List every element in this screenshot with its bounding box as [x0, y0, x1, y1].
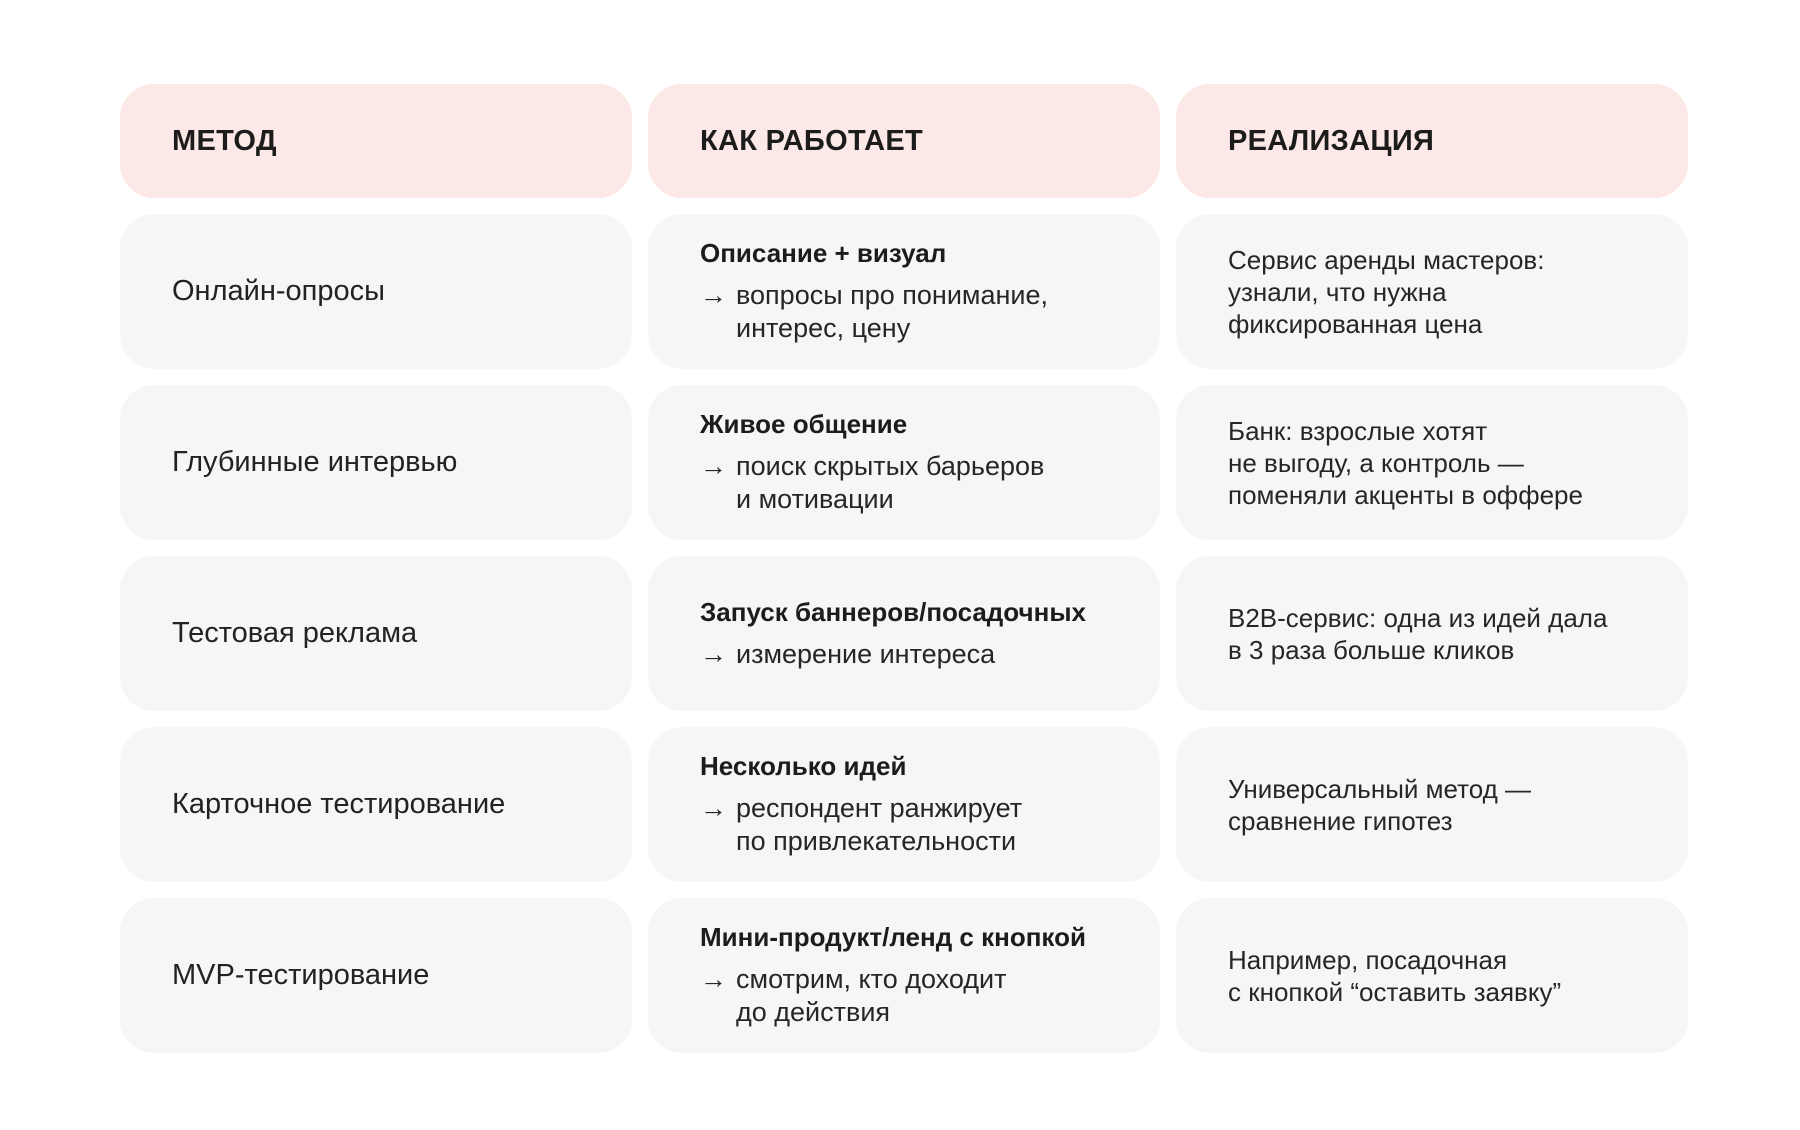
row-gap	[120, 882, 1688, 898]
how-line: интерес, цену	[736, 313, 911, 343]
how-body	[700, 792, 1130, 858]
how-title: Запуск баннеров/посадочных	[700, 596, 1087, 627]
impl-line: Банк: взрослые хотят	[1228, 415, 1488, 446]
impl-description	[1228, 415, 1658, 511]
how-line: поиск скрытых барьеров	[736, 451, 1045, 481]
how-description	[736, 963, 1007, 1029]
impl-cell	[1176, 898, 1688, 1053]
method-cell	[120, 385, 632, 540]
header-method-label: МЕТОД	[172, 124, 277, 157]
method-cell	[120, 898, 632, 1053]
how-line: измерение интереса	[736, 638, 996, 669]
how-description	[736, 450, 1044, 516]
impl-cell	[1176, 385, 1688, 540]
impl-cell	[1176, 556, 1688, 711]
how-cell	[648, 898, 1160, 1053]
impl-description	[1228, 602, 1658, 666]
how-cell	[648, 214, 1160, 369]
impl-description	[1228, 773, 1658, 837]
how-body	[700, 638, 1130, 671]
how-title: Мини-продукт/ленд с кнопкой	[700, 922, 1086, 952]
how-description	[736, 638, 995, 671]
method-name: Онлайн-опросы	[172, 275, 385, 307]
how-body	[700, 279, 1130, 345]
impl-line: Сервис аренды мастеров:	[1228, 244, 1545, 275]
how-line: вопросы про понимание,	[736, 280, 1048, 310]
header-how	[648, 84, 1160, 198]
arrow-icon: →	[700, 280, 727, 310]
how-cell	[648, 727, 1160, 882]
method-name: Тестовая реклама	[172, 617, 418, 649]
impl-line: с кнопкой “оставить заявку”	[1228, 976, 1562, 1007]
method-cell	[120, 556, 632, 711]
impl-line: в 3 раза больше кликов	[1228, 634, 1515, 665]
method-cell	[120, 727, 632, 882]
impl-description	[1228, 244, 1658, 340]
how-title: Несколько идей	[700, 751, 907, 781]
header-gap	[120, 198, 1688, 214]
how-body	[700, 450, 1130, 516]
impl-line: поменяли акценты в оффере	[1228, 479, 1583, 510]
how-title: Живое общение	[700, 409, 908, 439]
how-line: до действия	[736, 997, 891, 1027]
method-cell	[120, 214, 632, 369]
impl-line: Например, посадочная	[1228, 944, 1508, 975]
how-body	[700, 963, 1130, 1029]
impl-line: Универсальный метод —	[1228, 773, 1532, 804]
arrow-icon: →	[700, 964, 727, 994]
impl-line: B2B-сервис: одна из идей дала	[1228, 602, 1608, 633]
header-how-label: КАК РАБОТАЕТ	[700, 124, 924, 157]
impl-line: узнали, что нужна	[1228, 276, 1447, 307]
how-description	[736, 792, 1022, 858]
impl-line: не выгоду, а контроль —	[1228, 447, 1524, 478]
method-name: Глубинные интервью	[172, 446, 458, 478]
impl-description	[1228, 944, 1658, 1008]
impl-line: сравнение гипотез	[1228, 805, 1453, 836]
header-impl	[1176, 84, 1688, 198]
methods-table	[120, 84, 1690, 1053]
impl-cell	[1176, 727, 1688, 882]
impl-cell	[1176, 214, 1688, 369]
how-cell	[648, 385, 1160, 540]
method-name: MVP-тестирование	[172, 959, 430, 991]
arrow-icon: →	[700, 451, 727, 481]
how-cell	[648, 556, 1160, 711]
row-gap	[120, 540, 1688, 556]
header-impl-label: РЕАЛИЗАЦИЯ	[1228, 124, 1435, 157]
how-line: и мотивации	[736, 484, 894, 514]
how-line: по привлекательности	[736, 826, 1017, 856]
impl-line: фиксированная цена	[1228, 308, 1483, 339]
arrow-icon: →	[700, 793, 727, 823]
how-title: Описание + визуал	[700, 238, 947, 268]
how-line: респондент ранжирует	[736, 793, 1023, 823]
header-method	[120, 84, 632, 198]
how-line: смотрим, кто доходит	[736, 964, 1007, 994]
arrow-icon: →	[700, 638, 727, 669]
row-gap	[120, 711, 1688, 727]
how-description	[736, 279, 1048, 345]
method-name: Карточное тестирование	[172, 788, 506, 820]
row-gap	[120, 369, 1688, 385]
